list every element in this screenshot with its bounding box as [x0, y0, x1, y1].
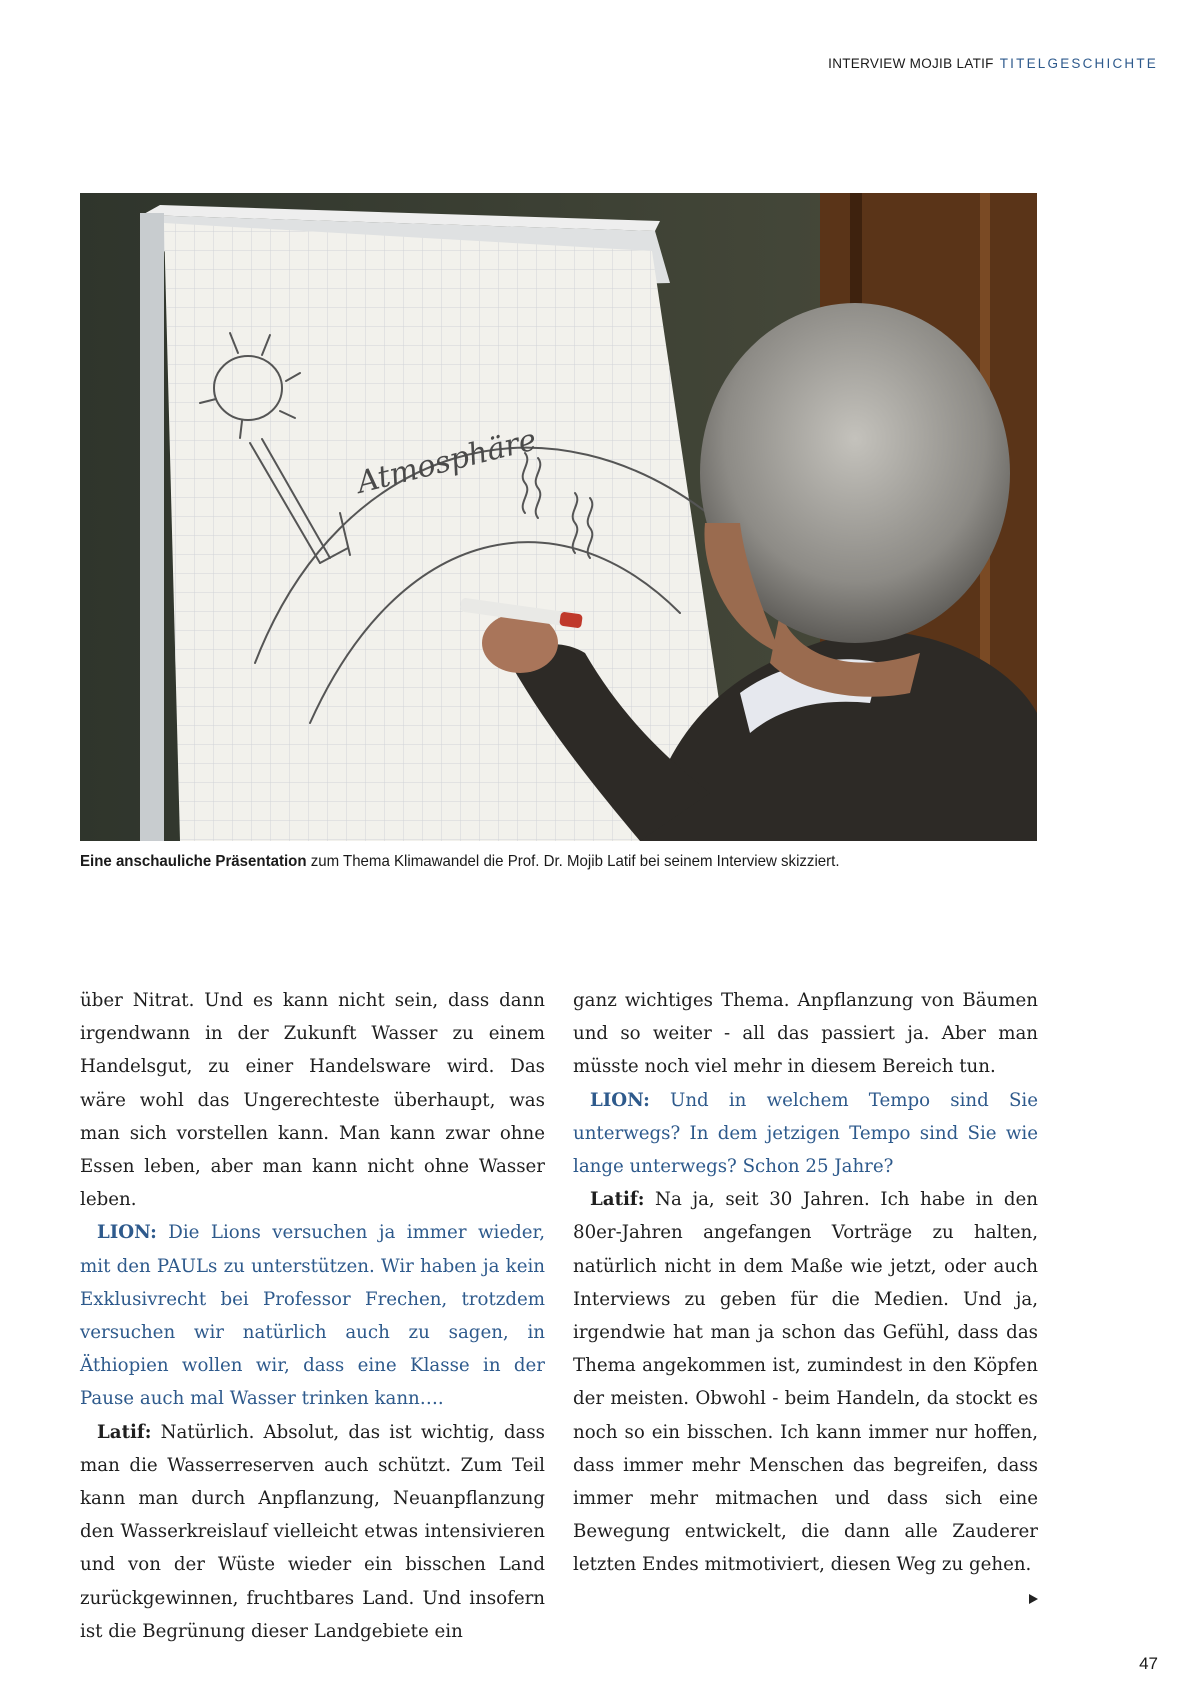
- photo-caption: [80, 853, 1020, 871]
- header-category: TITELGESCHICHTE: [999, 56, 1158, 71]
- continue-arrow-icon: [1029, 1594, 1038, 1604]
- question-paragraph: [573, 1084, 1038, 1184]
- page-number: 47: [1139, 1654, 1158, 1673]
- speaker-label: Latif:: [590, 1189, 645, 1211]
- paragraph-continued: über Nitrat. Und es kann nicht sein, dass dann irgendwann in der Zukunft Wasser zu einem Handelsgut, zu einer Handelsware wird. Das wäre wohl das Ungerechteste überhaupt, was man sich vorstellen kann. Man kann zwar ohne Essen leben, aber man kann nicht ohne Wasser leben.: [80, 990, 545, 1211]
- question-text: Und in welchem Tempo sind Sie unterwegs? In dem jetzigen Tempo sind Sie wie lange unterwegs? Schon 25 Jahre?: [573, 1089, 1038, 1178]
- speaker-label: Latif:: [97, 1421, 152, 1443]
- running-header: [828, 56, 1158, 71]
- question-paragraph: [80, 1216, 545, 1415]
- paragraph-continued: ganz wichtiges Thema. Anpflanzung von Bäumen und so weiter - all das passiert ja. Aber man müsste noch viel mehr in diesem Bereich tun.: [573, 990, 1038, 1078]
- text-column-right: [573, 984, 1038, 1604]
- header-section-title: INTERVIEW MOJIB LATIF: [828, 56, 994, 71]
- answer-text: Natürlich. Absolut, das ist wichtig, dass man die Wasserreserven auch schützt. Zum Teil kann man durch Anpflanzung, Neuanpflanzung den Wasserkreislauf vielleicht etwas intensivieren und von der Wüste wieder ein bisschen Land zurückgewinnen, fruchtbares Land. Und insofern ist die Begrünung dieser Landgebiete ein: [80, 1421, 545, 1642]
- answer-paragraph: [573, 1183, 1038, 1581]
- caption-text: zum Thema Klimawandel die Prof. Dr. Mojib Latif bei seinem Interview skizziert.: [306, 853, 840, 870]
- caption-lead: Eine anschauliche Präsentation: [80, 853, 307, 870]
- photo-illustration: [80, 193, 1037, 841]
- interview-photo: [80, 193, 1037, 841]
- speaker-label: LION:: [97, 1222, 157, 1244]
- speaker-label: LION:: [590, 1089, 650, 1111]
- answer-paragraph: [80, 1416, 545, 1648]
- question-text: Die Lions versuchen ja immer wieder, mit den PAULs zu unterstützen. Wir haben ja kein Exklusivrecht bei Professor Frechen, trotzdem versuchen wir natürlich auch zu sagen, in Äthiopien wollen wir, dass eine Klasse in der Pause auch mal Wasser trinken kann….: [80, 1222, 545, 1410]
- text-column-left: [80, 984, 545, 1648]
- flipchart-label: Atmosphäre: [353, 422, 541, 501]
- answer-text: Na ja, seit 30 Jahren. Ich habe in den 80er-Jahren angefangen Vorträge zu halten, natürlich nicht in dem Maße wie jetzt, oder auch Interviews zu geben für die Medien. Und ja, irgendwie hat man ja schon das Gefühl, dass das Thema angekommen ist, zumindest in den Köpfen der meisten. Obwohl - beim Handeln, da stockt es noch so ein bisschen. Ich kann immer nur hoffen, dass immer mehr Menschen das begreifen, dass immer mehr mitmachen und dass sich eine Bewegung entwickelt, die dann alle Zauderer letzten Endes mitmotiviert, diesen Weg zu gehen.: [573, 1189, 1038, 1576]
